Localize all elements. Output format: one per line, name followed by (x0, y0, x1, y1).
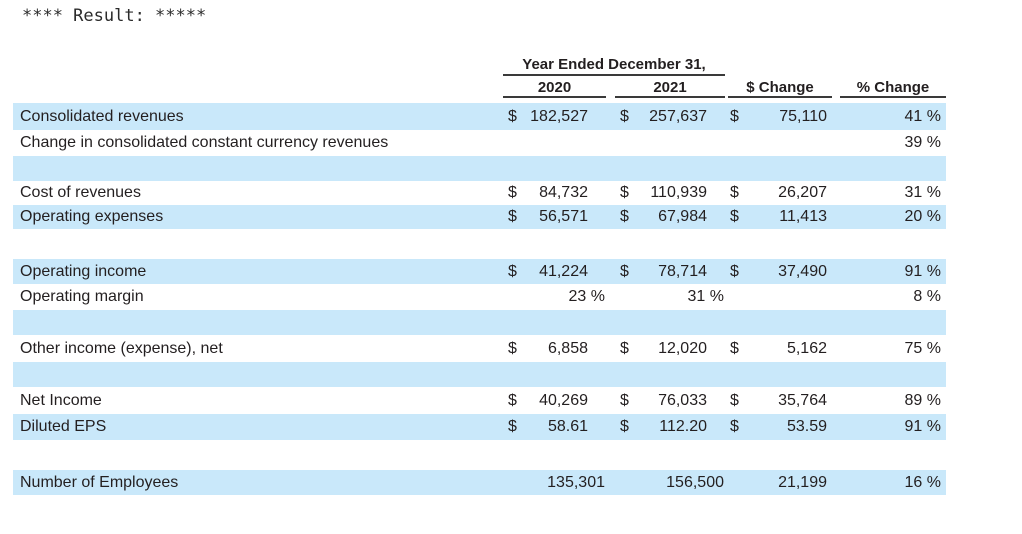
cell-2020 (503, 103, 606, 130)
dollar-sign: $ (508, 262, 517, 280)
dollar-sign: $ (730, 339, 739, 357)
year-ended-header: Year Ended December 31, (503, 56, 725, 76)
cell-percent-change: 8 % (913, 288, 941, 305)
column-header-2021: 2021 (615, 79, 725, 98)
spacer-row (13, 310, 946, 335)
cell-2020: 23 % (568, 288, 605, 305)
row-label: Diluted EPS (20, 418, 107, 435)
row-cost-of-revenues (13, 181, 946, 205)
cell-2020 (503, 414, 606, 440)
amount: 84,732 (539, 184, 588, 201)
cell-2020: 135,301 (547, 473, 605, 491)
amount: 56,571 (539, 208, 588, 225)
spacer-row (13, 362, 946, 387)
dollar-sign: $ (730, 418, 739, 435)
dollar-sign: $ (620, 262, 629, 280)
row-label: Cost of revenues (20, 184, 141, 201)
dollar-sign: $ (508, 208, 517, 225)
amount: 41,224 (539, 262, 588, 280)
amount: 76,033 (658, 391, 707, 409)
row-other-income-expense-net (13, 335, 946, 362)
row-label: Net Income (20, 391, 102, 409)
cell-percent-change: 16 % (904, 473, 941, 491)
spacer-row (13, 156, 946, 181)
cell-2021 (615, 387, 725, 414)
amount: 35,764 (778, 391, 827, 409)
cell-percent-change: 20 % (904, 208, 941, 225)
row-label: Number of Employees (20, 473, 179, 491)
row-net-income (13, 387, 946, 414)
amount: 37,490 (778, 262, 827, 280)
row-label: Change in consolidated constant currency revenues (20, 134, 389, 151)
dollar-sign: $ (620, 339, 629, 357)
cell-percent-change: 31 % (904, 184, 941, 201)
cell-dollar-change (728, 335, 832, 362)
amount: 58.61 (547, 418, 588, 435)
amount: 182,527 (530, 107, 588, 125)
cell-2020 (503, 181, 606, 205)
amount: 257,637 (649, 107, 707, 125)
cell-percent-change: 89 % (904, 391, 941, 409)
cell-percent-change: 41 % (904, 107, 941, 125)
amount: 40,269 (539, 391, 588, 409)
cell-2021 (615, 103, 725, 130)
column-header-dollar-change: $ Change (728, 79, 832, 98)
amount: 11,413 (779, 208, 827, 225)
row-diluted-eps (13, 414, 946, 440)
cell-2021 (615, 259, 725, 284)
amount: 67,984 (658, 208, 707, 225)
cell-dollar-change (728, 205, 832, 229)
row-operating-margin (13, 284, 946, 310)
gap-row (13, 229, 946, 259)
result-title: **** Result: ***** (22, 6, 207, 26)
gap-row (13, 440, 946, 470)
column-header-2020: 2020 (503, 79, 606, 98)
dollar-sign: $ (730, 262, 739, 280)
dollar-sign: $ (508, 184, 517, 201)
dollar-sign: $ (620, 107, 629, 125)
dollar-sign: $ (730, 391, 739, 409)
cell-2020 (503, 205, 606, 229)
dollar-sign: $ (620, 391, 629, 409)
cell-percent-change: 39 % (904, 134, 941, 151)
cell-2020 (503, 259, 606, 284)
dollar-sign: $ (620, 208, 629, 225)
cell-dollar-change (728, 181, 832, 205)
dollar-sign: $ (508, 107, 517, 125)
amount: 53.59 (786, 418, 827, 435)
dollar-sign: $ (730, 184, 739, 201)
cell-2021 (615, 414, 725, 440)
amount: 26,207 (778, 184, 827, 201)
amount: 110,939 (650, 184, 707, 201)
cell-2020 (503, 335, 606, 362)
row-label: Other income (expense), net (20, 339, 223, 357)
cell-dollar-change (728, 387, 832, 414)
cell-dollar-change (728, 103, 832, 130)
cell-2021 (615, 335, 725, 362)
cell-dollar-change (728, 259, 832, 284)
table-header-columns (13, 79, 946, 98)
cell-2021 (615, 205, 725, 229)
table-header-years (13, 56, 946, 76)
cell-percent-change: 91 % (904, 262, 941, 280)
row-consolidated-revenues (13, 103, 946, 130)
amount: 12,020 (658, 339, 707, 357)
cell-dollar-change (728, 414, 832, 440)
dollar-sign: $ (620, 184, 629, 201)
amount: 5,162 (786, 339, 827, 357)
row-label: Operating margin (20, 288, 144, 305)
amount: 75,110 (779, 107, 827, 125)
row-label: Operating expenses (20, 208, 164, 225)
dollar-sign: $ (508, 391, 517, 409)
row-number-of-employees (13, 470, 946, 495)
table-body (13, 103, 946, 495)
dollar-sign: $ (620, 418, 629, 435)
row-constant-currency-revenues (13, 130, 946, 156)
cell-2021: 31 % (687, 288, 724, 305)
cell-percent-change: 91 % (904, 418, 941, 435)
cell-2020 (503, 387, 606, 414)
row-label: Consolidated revenues (20, 107, 184, 125)
row-operating-expenses (13, 205, 946, 229)
row-label: Operating income (20, 262, 147, 280)
amount: 112.20 (659, 418, 707, 435)
amount: 78,714 (658, 262, 707, 280)
financial-results-table (13, 56, 946, 495)
dollar-sign: $ (730, 208, 739, 225)
dollar-sign: $ (730, 107, 739, 125)
dollar-sign: $ (508, 339, 517, 357)
cell-2021 (615, 181, 725, 205)
column-header-percent-change: % Change (840, 79, 946, 98)
row-operating-income (13, 259, 946, 284)
cell-dollar-change: 21,199 (778, 473, 827, 491)
cell-2021: 156,500 (666, 473, 724, 491)
cell-percent-change: 75 % (904, 339, 941, 357)
amount: 6,858 (547, 339, 588, 357)
dollar-sign: $ (508, 418, 517, 435)
